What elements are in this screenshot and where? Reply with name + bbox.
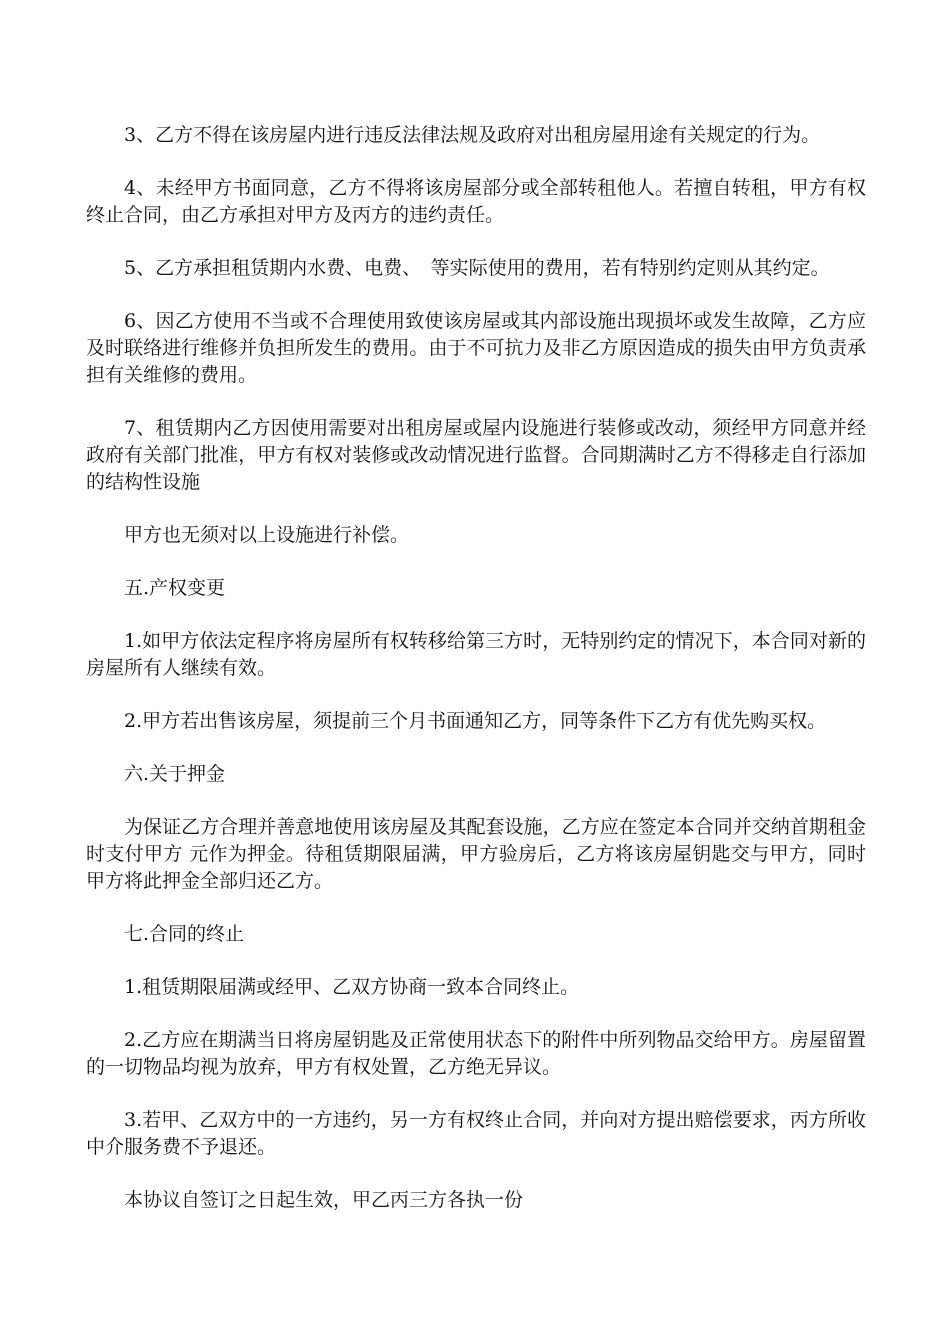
termination-clause-1: 1.租赁期限届满或经甲、乙双方协商一致本合同终止。 <box>124 976 580 998</box>
contract-body <box>86 122 866 1214</box>
clause-no-compensation: 甲方也无须对以上设施进行补偿。 <box>124 524 410 546</box>
section-heading-termination: 七.合同的终止 <box>124 923 245 945</box>
termination-clause-3: 3.若甲、乙双方中的一方违约，另一方有权终止合同，并向对方提出赔偿要求，丙方所收中介服务费不予退还。 <box>86 1109 866 1158</box>
ownership-clause-2: 2.甲方若出售该房屋，须提前三个月书面通知乙方，同等条件下乙方有优先购买权。 <box>124 710 827 732</box>
clause-5-utility-fees: 5、乙方承担租赁期内水费、电费、 等实际使用的费用，若有特别约定则从其约定。 <box>124 257 830 279</box>
clause-4-no-sublease: 4、未经甲方书面同意，乙方不得将该房屋部分或全部转租他人。若擅自转租，甲方有权终止合同，由乙方承担对甲方及丙方的违约责任。 <box>86 177 866 226</box>
section-heading-deposit: 六.关于押金 <box>124 763 226 785</box>
clause-6-repairs: 6、因乙方使用不当或不合理使用致使该房屋或其内部设施出现损坏或发生故障，乙方应及时联络进行维修并负担所发生的费用。由于不可抗力及非乙方原因造成的损失由甲方负责承担有关维修的费用。 <box>86 310 866 386</box>
section-heading-ownership-change: 五.产权变更 <box>124 577 226 599</box>
termination-clause-2: 2.乙方应在期满当日将房屋钥匙及正常使用状态下的附件中所列物品交给甲方。房屋留置的一切物品均视为放弃，甲方有权处置，乙方绝无异议。 <box>86 1029 866 1078</box>
deposit-clause: 为保证乙方合理并善意地使用该房屋及其配套设施，乙方应在签定本合同并交纳首期租金时支付甲方 元作为押金。待租赁期限届满，甲方验房后，乙方将该房屋钥匙交与甲方，同时甲方将此押金全部归还乙方。 <box>86 816 866 892</box>
clause-3-no-illegal-use: 3、乙方不得在该房屋内进行违反法律法规及政府对出租房屋用途有关规定的行为。 <box>124 124 821 146</box>
ownership-clause-1: 1.如甲方依法定程序将房屋所有权转移给第三方时，无特别约定的情况下，本合同对新的房屋所有人继续有效。 <box>86 630 866 679</box>
clause-7-renovation: 7、租赁期内乙方因使用需要对出租房屋或屋内设施进行装修或改动，须经甲方同意并经政府有关部门批准，甲方有权对装修或改动情况进行监督。合同期满时乙方不得移走自行添加的结构性设施 <box>86 417 866 493</box>
effective-clause: 本协议自签订之日起生效，甲乙丙三方各执一份 <box>124 1189 524 1211</box>
